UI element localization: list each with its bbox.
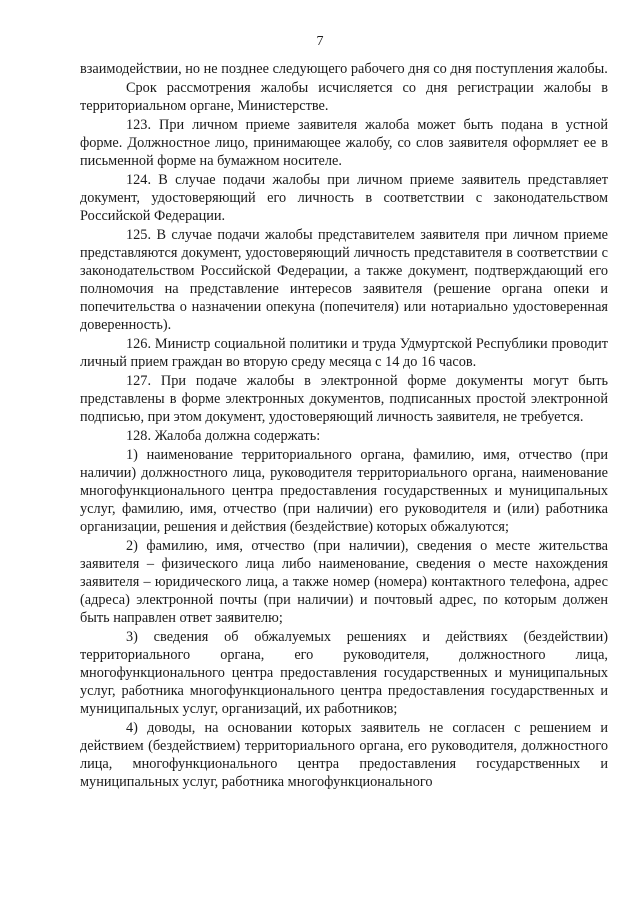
paragraph: 127. При подаче жалобы в электронной форме документы могут быть представлены в форме электронных документов, подписанных простой электронной подписью, при этом документ, удостоверяющий личность заявителя, не требуется. [80, 373, 608, 425]
document-body [80, 60, 608, 792]
paragraph: Срок рассмотрения жалобы исчисляется со дня регистрации жалобы в территориальном органе, Министерстве. [80, 80, 608, 114]
paragraph: 128. Жалоба должна содержать: [126, 428, 321, 444]
list-item: 3) сведения об обжалуемых решениях и действиях (бездействии) территориального органа, его руководителя, должностного лица, многофункционального центра предоставления государственных и муниципальных услуг, работника многофункционального центра предоставления государственных и муниципальных услуг, организаций, их работников; [80, 629, 608, 717]
paragraph: взаимодействии, но не позднее следующего рабочего дня со дня поступления жалобы. [80, 61, 608, 77]
page-number: 7 [316, 34, 324, 49]
list-item: 2) фамилию, имя, отчество (при наличии), сведения о месте жительства заявителя – физического лица либо наименование, сведения о месте нахождения заявителя – юридического лица, а также номер (номера) контактного телефона, адрес (адреса) электронной почты (при наличии) и почтовый адрес, по которым должен быть направлен ответ заявителю; [80, 538, 608, 626]
paragraph: 124. В случае подачи жалобы при личном приеме заявитель представляет документ, удостоверяющий его личность в соответствии с законодательством Российской Федерации. [80, 172, 608, 224]
paragraph: 123. При личном приеме заявителя жалоба может быть подана в устной форме. Должностное лицо, принимающее жалобу, со слов заявителя оформляет ее в письменной форме на бумажном носителе. [80, 117, 608, 169]
list-item: 1) наименование территориального органа, фамилию, имя, отчество (при наличии) должностного лица, руководителя территориального органа, наименование многофункционального центра предоставления государственных и муниципальных услуг, фамилию, имя, отчество (при наличии) его руководителя и (или) работника организации, решения и действия (бездействие) которых обжалуются; [80, 447, 608, 535]
paragraph: 126. Министр социальной политики и труда Удмуртской Республики проводит личный прием граждан во вторую среду месяца с 14 до 16 часов. [80, 336, 608, 370]
paragraph: 125. В случае подачи жалобы представителем заявителя при личном приеме представляются документ, удостоверяющий личность представителя в соответствии с законодательством Российской Федерации, а также документ, подтверждающий его полномочия на представление интересов заявителя (решение органа опеки и попечительства о назначении опекуна (попечителя) или нотариально удостоверенная доверенность). [80, 227, 608, 333]
list-item: 4) доводы, на основании которых заявитель не согласен с решением и действием (бездействием) территориального органа, его руководителя, должностного лица, многофункционального центра предоставления государственных и муниципальных услуг, работника многофункционального [80, 720, 608, 790]
